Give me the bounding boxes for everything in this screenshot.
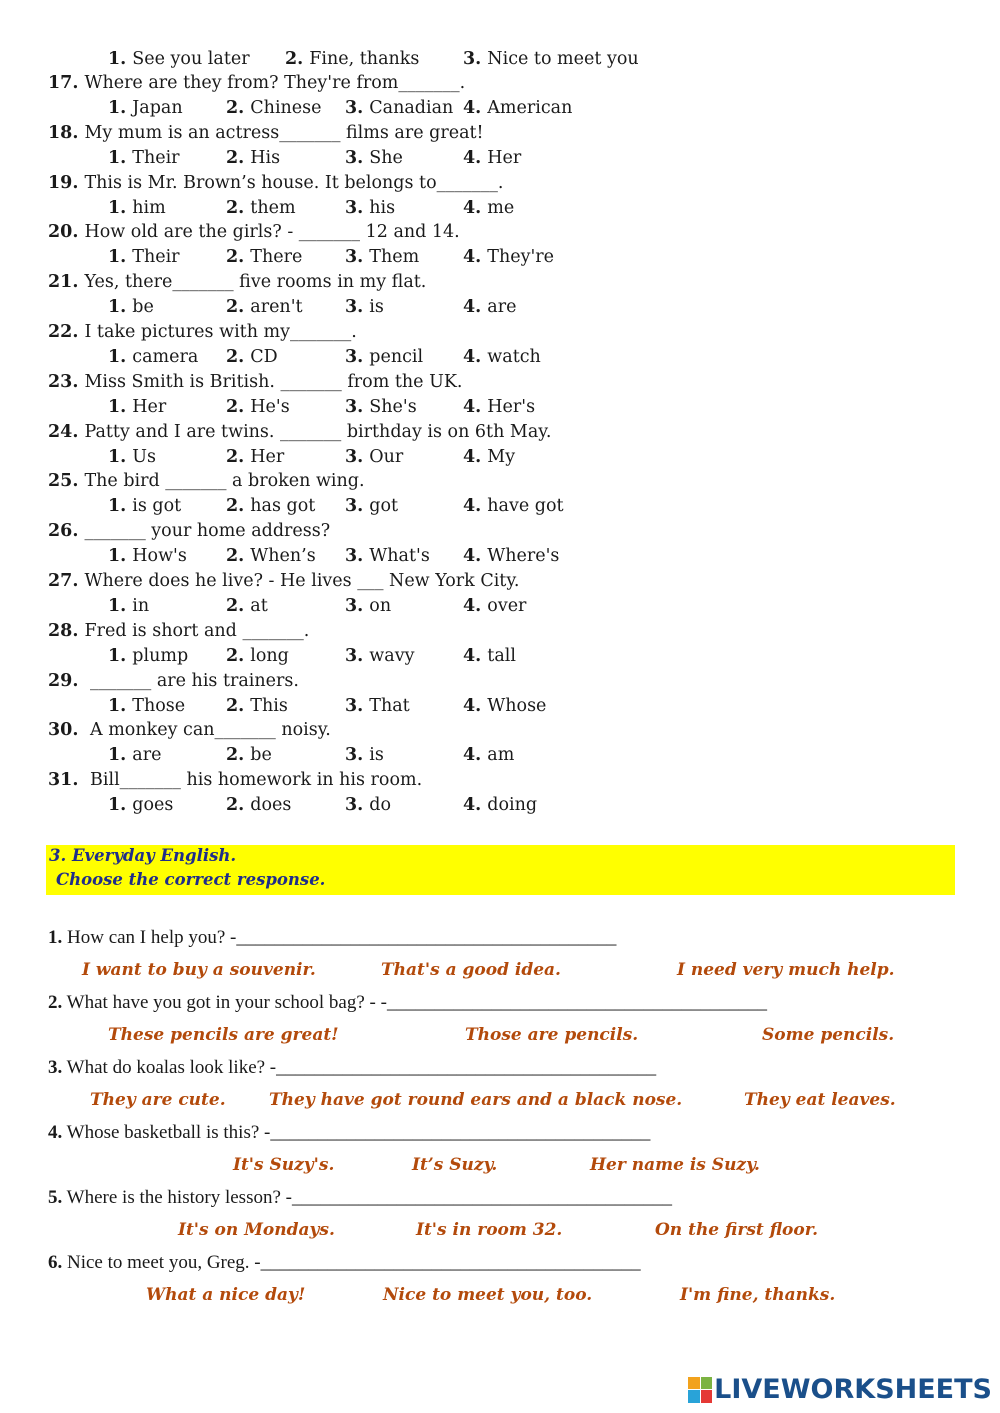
response-option[interactable]: They are cute. bbox=[90, 1090, 226, 1110]
answer-option[interactable]: 4. My bbox=[463, 446, 516, 467]
answer-option[interactable]: 4. Where's bbox=[463, 546, 560, 567]
answer-option[interactable]: 2. This bbox=[226, 695, 288, 716]
question-text: Miss Smith is British. _______ from the UK. bbox=[84, 371, 463, 392]
response-option[interactable]: These pencils are great! bbox=[108, 1025, 339, 1045]
question-number: 1. bbox=[48, 927, 63, 948]
answer-option[interactable]: 3. What's bbox=[345, 546, 430, 567]
question-number: 31. bbox=[48, 770, 79, 791]
question-29 bbox=[48, 670, 299, 692]
question-text: How old are the girls? - _______ 12 and 14. bbox=[84, 222, 460, 243]
question-18 bbox=[48, 122, 484, 144]
question-number: 2. bbox=[48, 992, 63, 1013]
answer-option[interactable]: 1. are bbox=[108, 745, 162, 766]
response-option[interactable]: I need very much help. bbox=[677, 960, 895, 980]
answer-option[interactable]: 1. is got bbox=[108, 496, 182, 517]
answer-option[interactable]: 2. When’s bbox=[226, 546, 316, 567]
question-text-with-blank[interactable]: What have you got in your school bag? - -________________________________________ bbox=[66, 992, 767, 1013]
question-text: I take pictures with my_______. bbox=[84, 322, 357, 342]
answer-option[interactable]: 3. She's bbox=[345, 396, 417, 417]
answer-option[interactable]: 4. Whose bbox=[463, 695, 547, 716]
question-text: Patty and I are twins. _______ birthday is on 6th May. bbox=[84, 421, 552, 442]
answer-option[interactable]: 2. at bbox=[226, 596, 268, 616]
question-text: The bird _______ a broken wing. bbox=[84, 471, 365, 492]
question-19 bbox=[48, 172, 503, 194]
question-27 bbox=[48, 570, 519, 592]
answer-option[interactable]: 1. goes bbox=[108, 795, 174, 816]
answer-option[interactable]: 4. over bbox=[463, 596, 527, 616]
answer-option[interactable]: 2. He's bbox=[226, 396, 290, 417]
everyday-question-4 bbox=[48, 1122, 650, 1144]
question-number: 30. bbox=[48, 720, 79, 741]
response-option[interactable]: It's in room 32. bbox=[416, 1220, 563, 1240]
answer-option[interactable]: 4. are bbox=[463, 297, 517, 318]
everyday-question-6 bbox=[48, 1252, 641, 1274]
answer-option[interactable]: 3. Them bbox=[345, 247, 420, 268]
answer-option[interactable]: 1. be bbox=[108, 297, 154, 318]
answer-option[interactable]: 3. She bbox=[345, 147, 403, 168]
answer-option[interactable]: 2. be bbox=[226, 745, 272, 766]
answer-option[interactable]: 3. is bbox=[345, 745, 384, 766]
question-text: Where does he live? - He lives ___ New York City. bbox=[84, 571, 520, 591]
question-31 bbox=[48, 769, 422, 791]
question-number: 28. bbox=[48, 620, 79, 641]
question-text: _______ your home address? bbox=[84, 521, 331, 542]
question-text: This is Mr. Brown’s house. It belongs to_______. bbox=[84, 172, 504, 193]
section-title: 3. Everyday English. bbox=[49, 846, 237, 865]
answer-option[interactable]: 3. on bbox=[345, 596, 392, 616]
question-number: 29. bbox=[48, 670, 79, 691]
answer-option[interactable]: 4. Her bbox=[463, 147, 522, 168]
response-option[interactable]: They have got round ears and a black nose. bbox=[269, 1090, 683, 1110]
question-text: _______ are his trainers. bbox=[84, 670, 299, 691]
answer-option[interactable]: 1. in bbox=[108, 596, 150, 616]
question-21 bbox=[48, 271, 426, 293]
response-option[interactable]: It's Suzy's. bbox=[233, 1155, 335, 1175]
answer-option[interactable]: 4. doing bbox=[463, 795, 538, 816]
response-option[interactable]: It's on Mondays. bbox=[178, 1220, 335, 1240]
answer-option[interactable]: 4. tall bbox=[463, 645, 516, 666]
question-22 bbox=[48, 321, 357, 343]
question-number: 27. bbox=[48, 571, 79, 591]
q16-option-2[interactable]: 2. Fine, thanks bbox=[285, 49, 420, 69]
answer-option[interactable]: 4. am bbox=[463, 745, 515, 766]
question-number: 20. bbox=[48, 222, 79, 243]
answer-option[interactable]: 3. Our bbox=[345, 446, 404, 467]
response-option[interactable]: They eat leaves. bbox=[744, 1090, 896, 1110]
question-number: 25. bbox=[48, 471, 79, 492]
response-option[interactable]: Those are pencils. bbox=[465, 1025, 639, 1045]
response-option[interactable]: I want to buy a souvenir. bbox=[82, 960, 316, 980]
answer-option[interactable]: 4. American bbox=[463, 98, 573, 118]
answer-option[interactable]: 2. Chinese bbox=[226, 98, 322, 118]
answer-option[interactable]: 2. Her bbox=[226, 446, 285, 467]
question-text-with-blank[interactable]: What do koalas look like? -________________________________________ bbox=[66, 1057, 657, 1078]
question-number: 3. bbox=[48, 1057, 63, 1078]
answer-option[interactable]: 2. aren't bbox=[226, 297, 303, 318]
q16-option-3[interactable]: 3. Nice to meet you bbox=[463, 49, 639, 69]
everyday-question-3 bbox=[48, 1057, 656, 1079]
response-option[interactable]: It’s Suzy. bbox=[412, 1155, 498, 1175]
question-25 bbox=[48, 470, 365, 492]
question-number: 6. bbox=[48, 1252, 63, 1273]
answer-option[interactable]: 1. him bbox=[108, 197, 166, 218]
answer-option[interactable]: 4. Her's bbox=[463, 396, 536, 417]
response-option[interactable]: That's a good idea. bbox=[381, 960, 561, 980]
question-text: Fred is short and _______. bbox=[84, 620, 310, 641]
section-instruction: Choose the correct response. bbox=[56, 870, 326, 889]
question-text: A monkey can_______ noisy. bbox=[84, 720, 331, 741]
question-text-with-blank[interactable]: Nice to meet you, Greg. -________________________________________ bbox=[67, 1252, 641, 1273]
answer-option[interactable]: 2. His bbox=[226, 147, 281, 168]
answer-option[interactable]: 2. them bbox=[226, 197, 296, 218]
question-17 bbox=[48, 72, 465, 94]
liveworksheets-logo bbox=[688, 1374, 992, 1405]
response-option[interactable]: Her name is Suzy. bbox=[590, 1155, 760, 1175]
answer-option[interactable]: 2. has got bbox=[226, 496, 316, 517]
answer-option[interactable]: 3. do bbox=[345, 795, 392, 816]
everyday-question-2 bbox=[48, 992, 767, 1014]
question-number: 5. bbox=[48, 1187, 63, 1208]
question-number: 17. bbox=[48, 73, 79, 93]
question-number: 24. bbox=[48, 421, 79, 442]
answer-option[interactable]: 1. plump bbox=[108, 645, 189, 666]
question-23 bbox=[48, 371, 462, 393]
answer-option[interactable]: 2. long bbox=[226, 645, 289, 666]
answer-option[interactable]: 4. They're bbox=[463, 247, 554, 268]
question-text-with-blank[interactable]: Where is the history lesson? -________________________________________ bbox=[66, 1187, 672, 1208]
everyday-question-5 bbox=[48, 1187, 672, 1209]
answer-option[interactable]: 1. Japan bbox=[108, 98, 183, 118]
answer-option[interactable]: 3. is bbox=[345, 297, 384, 318]
question-number: 23. bbox=[48, 371, 79, 392]
answer-option[interactable]: 1. Their bbox=[108, 147, 180, 168]
question-text: Yes, there_______ five rooms in my flat. bbox=[84, 272, 427, 293]
question-text: Where are they from? They're from_______. bbox=[84, 73, 466, 93]
question-24 bbox=[48, 421, 551, 443]
response-option[interactable]: On the first floor. bbox=[655, 1220, 819, 1240]
response-option[interactable]: I'm fine, thanks. bbox=[680, 1285, 836, 1305]
question-text-with-blank[interactable]: Whose basketball is this? -________________________________________ bbox=[66, 1122, 651, 1143]
answer-option[interactable]: 3. got bbox=[345, 496, 399, 517]
liveworksheets-logo-icon bbox=[688, 1377, 712, 1403]
answer-option[interactable]: 2. CD bbox=[226, 347, 278, 367]
everyday-question-1 bbox=[48, 927, 616, 949]
answer-option[interactable]: 3. That bbox=[345, 695, 410, 716]
answer-option[interactable]: 1. camera bbox=[108, 347, 199, 367]
answer-option[interactable]: 3. his bbox=[345, 197, 396, 218]
answer-option[interactable]: 4. me bbox=[463, 197, 515, 218]
response-option[interactable]: Nice to meet you, too. bbox=[383, 1285, 593, 1305]
question-text-with-blank[interactable]: How can I help you? -________________________________________ bbox=[67, 927, 617, 948]
answer-option[interactable]: 4. have got bbox=[463, 496, 564, 517]
question-text: My mum is an actress_______ films are great! bbox=[84, 122, 484, 143]
logo-text: LIVEWORKSHEETS bbox=[714, 1374, 992, 1405]
question-28 bbox=[48, 620, 309, 642]
question-20 bbox=[48, 221, 460, 243]
response-option[interactable]: Some pencils. bbox=[762, 1025, 895, 1045]
question-number: 19. bbox=[48, 172, 79, 193]
answer-option[interactable]: 2. There bbox=[226, 247, 303, 268]
answer-option[interactable]: 1. How's bbox=[108, 546, 187, 567]
question-number: 26. bbox=[48, 521, 79, 542]
question-number: 22. bbox=[48, 322, 79, 342]
question-number: 4. bbox=[48, 1122, 63, 1143]
answer-option[interactable]: 3. pencil bbox=[345, 347, 424, 367]
answer-option[interactable]: 1. Their bbox=[108, 247, 180, 268]
answer-option[interactable]: 1. Us bbox=[108, 446, 157, 467]
answer-option[interactable]: 3. Canadian bbox=[345, 98, 454, 118]
section-3-banner bbox=[46, 845, 955, 895]
question-number: 21. bbox=[48, 272, 79, 293]
question-26 bbox=[48, 520, 330, 542]
response-option[interactable]: What a nice day! bbox=[146, 1285, 306, 1305]
answer-option[interactable]: 4. watch bbox=[463, 347, 541, 367]
question-text: Bill_______ his homework in his room. bbox=[84, 770, 423, 791]
q16-option-1[interactable]: 1. See you later bbox=[108, 49, 250, 69]
answer-option[interactable]: 1. Her bbox=[108, 396, 167, 417]
question-30 bbox=[48, 719, 331, 741]
answer-option[interactable]: 3. wavy bbox=[345, 645, 415, 666]
question-number: 18. bbox=[48, 122, 79, 143]
answer-option[interactable]: 1. Those bbox=[108, 695, 186, 716]
answer-option[interactable]: 2. does bbox=[226, 795, 292, 816]
